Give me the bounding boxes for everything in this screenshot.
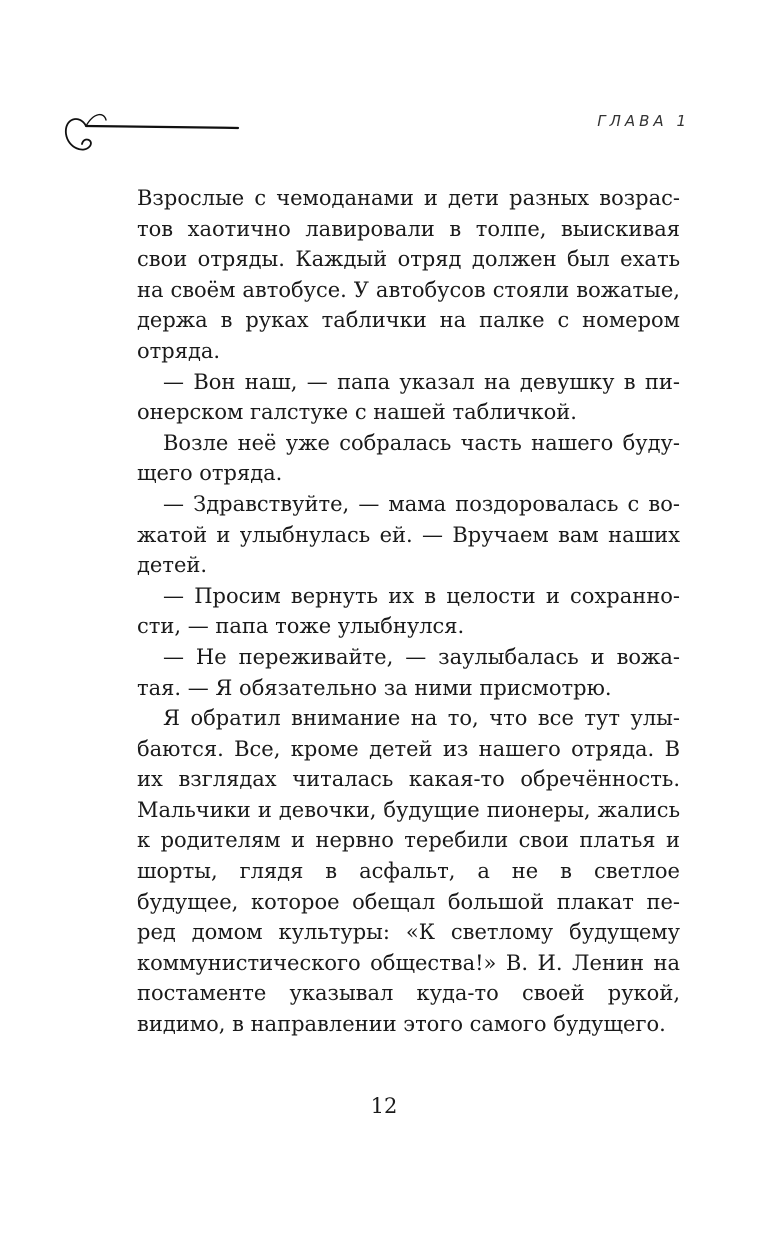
- paragraph: — Просим вернуть их в целости и сохранности, — папа тоже улыбнулся.: [137, 583, 680, 639]
- paragraph: Взрослые с чемоданами и дети разных возрастов хаотично лавировали в толпе, выискивая свои отряды. Каждый отряд должен был ехать на своём автобусе. У автобусов стояли вожатые, держа в руках таблички на палке с номером отряда.: [137, 186, 680, 363]
- paragraph: — Не переживайте, — заулыбалась и вожатая. — Я обязательно за ними присмотрю.: [137, 644, 680, 700]
- paragraph: — Вон наш, — папа указал на девушку в пионерском галстуке с нашей табличкой.: [137, 369, 680, 425]
- paragraph: Я обратил внимание на то, что все тут улыбаются. Все, кроме детей из нашего отряда. В их взглядах читалась какая-то обречённость. Мальчики и девочки, будущие пионеры, жались к родителям и нервно теребили свои платья и шорты, глядя в асфальт, а не в светлое будущее, которое обещал большой плакат перед домом культуры: «К светлому будущему коммунистического общества!» В. И. Ленин на постаменте указывал куда-то своей рукой, видимо, в направлении этого самого будущего.: [137, 706, 680, 1037]
- paragraph: — Здравствуйте, — мама поздоровалась с вожатой и улыбнулась ей. — Вручаем вам наших детей.: [137, 491, 680, 578]
- chapter-ornament-icon: [60, 104, 250, 164]
- paragraph: Возле неё уже собралась часть нашего будущего отряда.: [137, 430, 680, 486]
- body-text: [137, 183, 680, 1040]
- page-number: 12: [370, 1094, 398, 1118]
- chapter-label: ГЛАВА 1: [597, 112, 690, 130]
